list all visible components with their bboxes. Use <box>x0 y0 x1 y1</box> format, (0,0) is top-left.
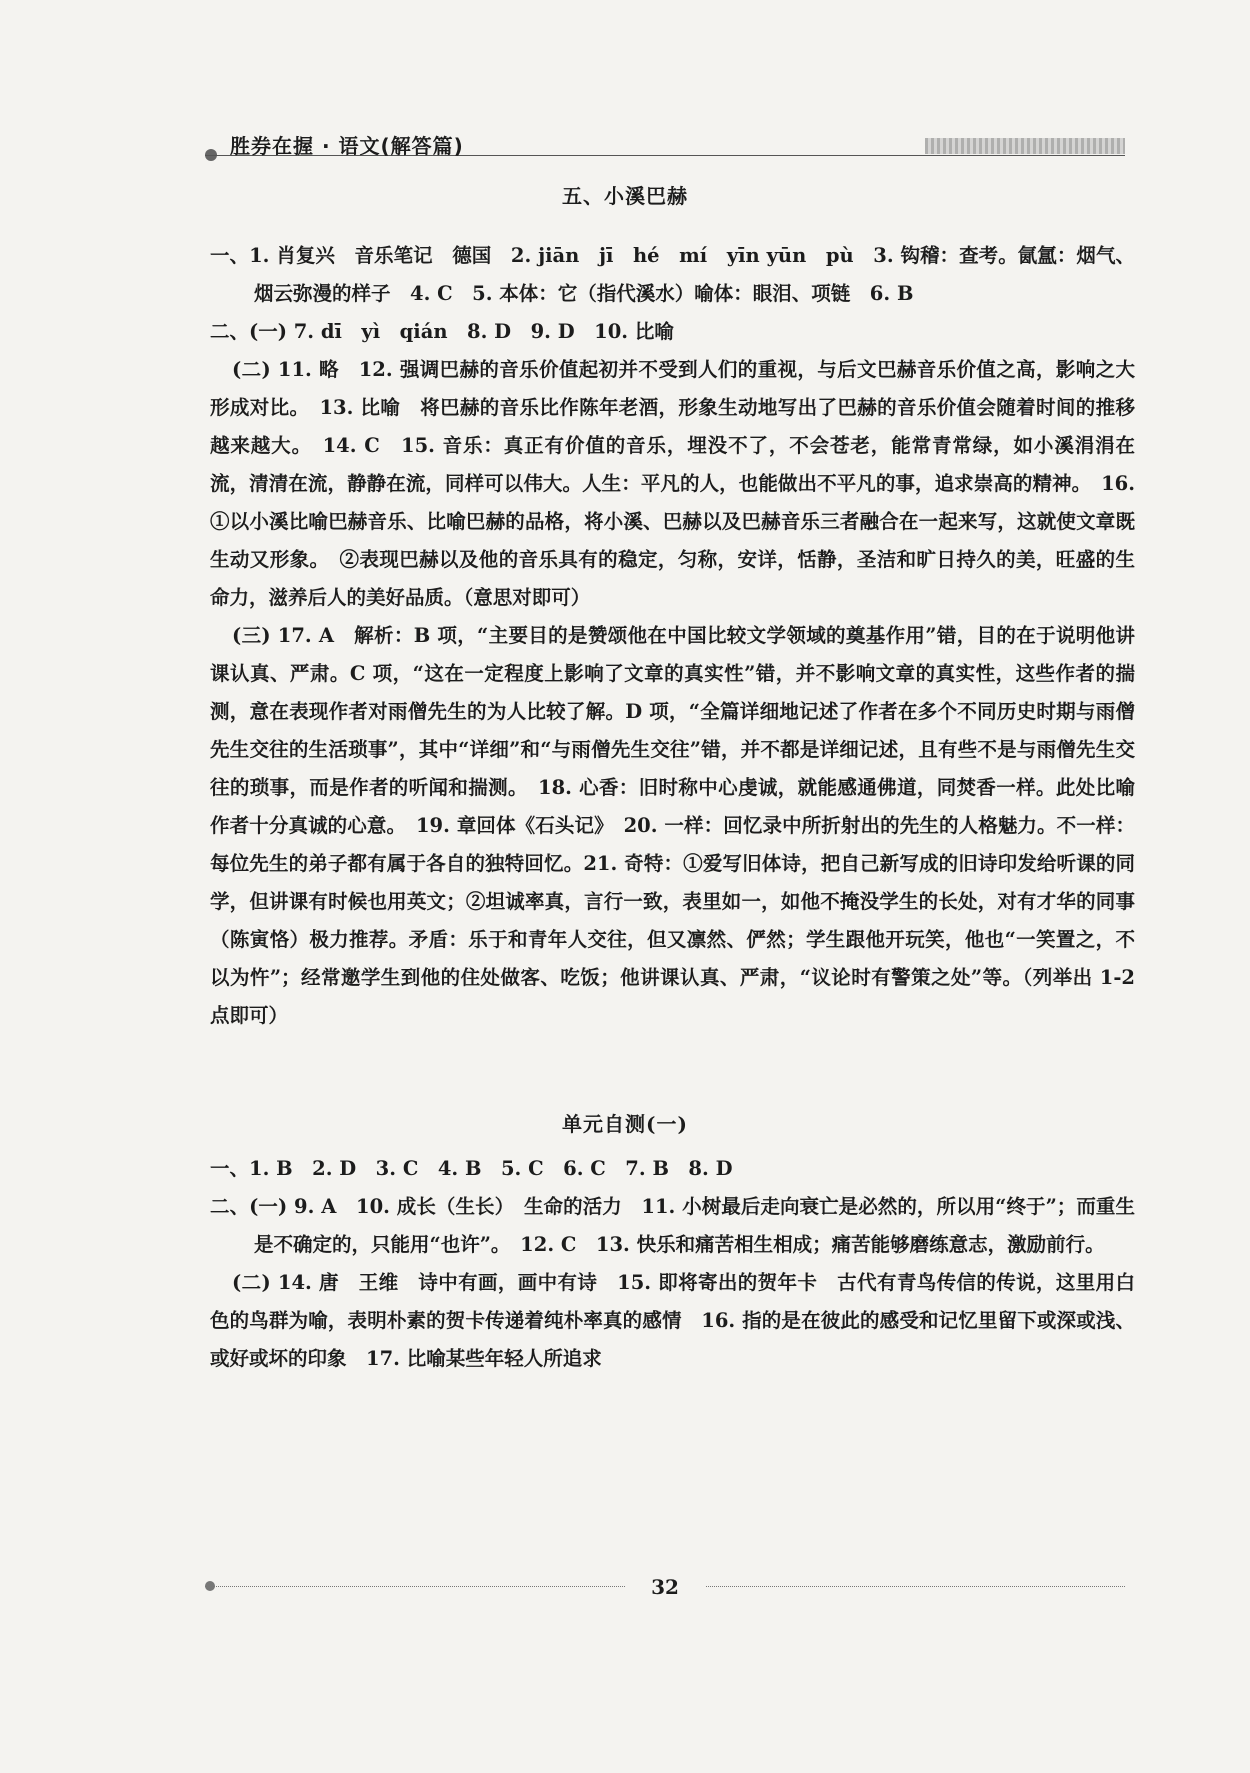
section-title-unit-test: 单元自测(一) <box>562 1112 688 1136</box>
section-2-content <box>210 1150 1135 1378</box>
page-number: 32 <box>625 1570 705 1604</box>
answer-part-2-2: (二) 11. 略 12. 强调巴赫的音乐价值起初并不受到人们的重视，与后文巴赫音乐价值之高，影响之大形成对比。 13. 比喻 将巴赫的音乐比作陈年老酒，形象生动地写出了巴赫的音乐价值会随着时间的推移越来越大。 14. C 15. 音乐：真正有价值的音乐，埋没不了，不会苍老，能常青常绿，如小溪涓涓在流，清清在流，静静在流，同样可以伟大。人生：平凡的人，也能做出不平凡的事，追求崇高的精神。 16. ①以小溪比喻巴赫音乐、比喻巴赫的品格，将小溪、巴赫以及巴赫音乐三者融合在一起来写，这就使文章既生动又形象。 ②表现巴赫以及他的音乐具有的稳定，匀称，安详，恬静，圣洁和旷日持久的美，旺盛的生命力，滋养后人的美好品质。（意思对即可） <box>210 358 1135 609</box>
section-title-xiaoxi-bahe: 五、小溪巴赫 <box>562 184 688 208</box>
page-header <box>205 130 1125 166</box>
unit-answer-part-2-2: (二) 14. 唐 王维 诗中有画，画中有诗 15. 即将寄出的贺年卡 古代有青鸟传信的传说，这里用白色的鸟群为喻，表明朴素的贺卡传递着纯朴率真的感情 16. 指的是在彼此的感受和记忆里留下或深或浅、或好或坏的印象 17. 比喻某些年轻人所追求 <box>210 1271 1135 1370</box>
section-1-content <box>210 237 1135 1035</box>
answer-part-2-3: (三) 17. A 解析：B 项，“主要目的是赞颂他在中国比较文学领域的奠基作用”错，目的在于说明他讲课认真、严肃。C 项，“这在一定程度上影响了文章的真实性”错，并不影响文章的真实性，这些作者的揣测，意在表现作者对雨僧先生的为人比较了解。D 项，“全篇详细地记述了作者在多个不同历史时期与雨僧先生交往的生活琐事”，其中“详细”和“与雨僧先生交往”错，并不都是详细记述，且有些不是与雨僧先生交往的琐事，而是作者的听闻和揣测。 18. 心香：旧时称中心虔诚，就能感通佛道，同焚香一样。此处比喻作者十分真诚的心意。 19. 章回体《石头记》 20. 一样：回忆录中所折射出的先生的人格魅力。不一样：每位先生的弟子都有属于各自的独特回忆。21. 奇特：①爱写旧体诗，把自己新写成的旧诗印发给听课的同学，但讲课有时候也用英文；②坦诚率真，言行一致，表里如一，如他不掩没学生的长处，对有才华的同事（陈寅恪）极力推荐。矛盾：乐于和青年人交往，但又凛然、俨然；学生跟他开玩笑，他也“一笑置之，不以为忤”；经常邀学生到他的住处做客、吃饭；他讲课认真、严肃，“议论时有警策之处”等。（列举出 1-2 点即可） <box>210 624 1135 1027</box>
header-title: 胜券在握 · 语文(解答篇) <box>230 134 464 158</box>
page-footer <box>205 1570 1125 1610</box>
unit-answer-part-2-1: 二、(一) 9. A 10. 成长（生长） 生命的活力 11. 小树最后走向衰亡是必然的，所以用“终于”；而重生是不确定的，只能用“也许”。 12. C 13. 快乐和痛苦相生相成；痛苦能够磨练意志，激励前行。 <box>210 1195 1135 1256</box>
answer-part-2-1: 二、(一) 7. dī yì qián 8. D 9. D 10. 比喻 <box>210 320 674 343</box>
header-decoration <box>925 138 1125 154</box>
answer-part-1: 一、1. 肖复兴 音乐笔记 德国 2. jiān jī hé mí yīn yūn pù 3. 钩稽：查考。氤氲：烟气、烟云弥漫的样子 4. C 5. 本体：它（指代溪水）喻体：眼泪、项链 6. B <box>210 244 1135 305</box>
unit-answer-part-1: 一、1. B 2. D 3. C 4. B 5. C 6. C 7. B 8. D <box>210 1157 733 1180</box>
